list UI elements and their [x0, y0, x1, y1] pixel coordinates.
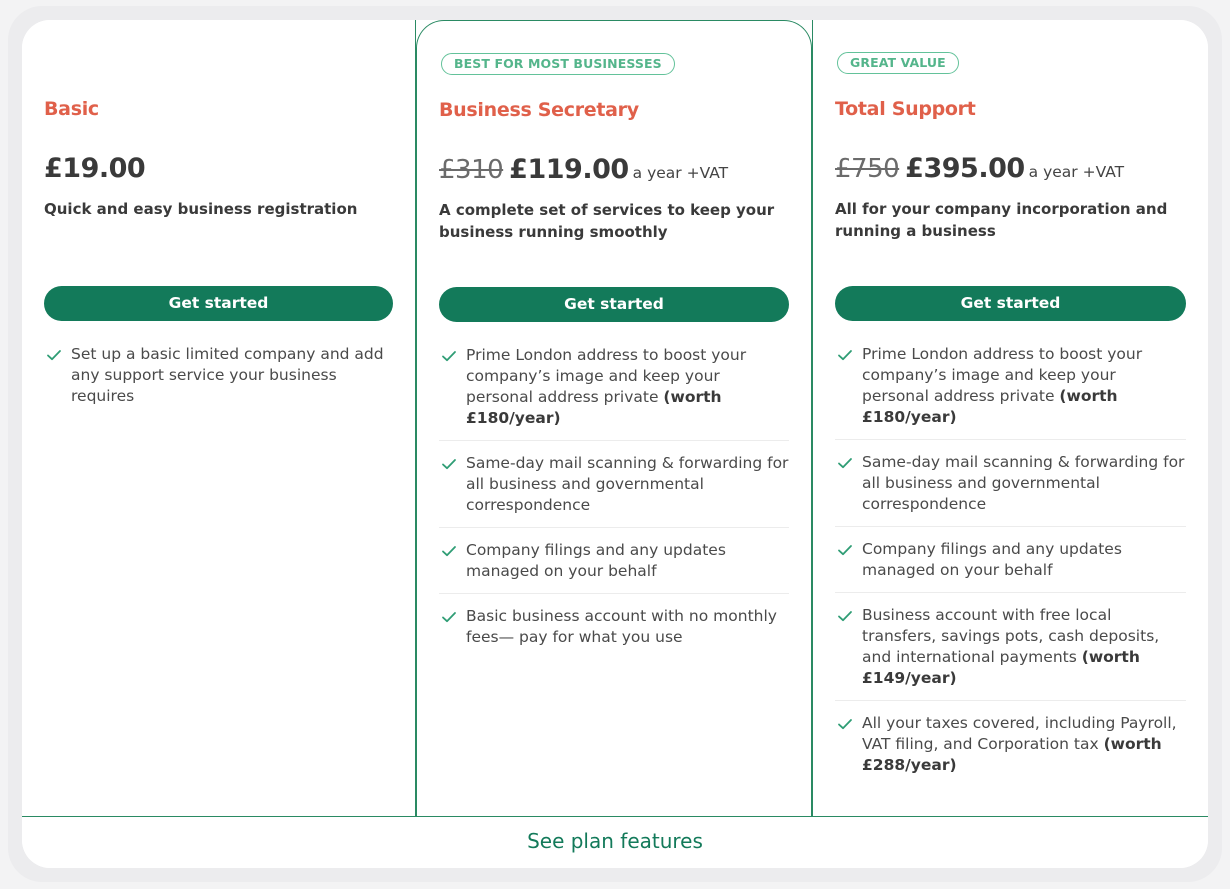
price-row — [835, 153, 1124, 184]
check-icon — [837, 608, 853, 624]
feature-list — [835, 344, 1186, 799]
feature-worth: (worth £288/year) — [862, 735, 1162, 774]
check-icon — [837, 347, 853, 363]
feature-text: Company filings and any updates managed on your behalf — [466, 541, 726, 580]
plan-tagline: Quick and easy business registration — [44, 200, 358, 218]
feature-item — [835, 452, 1186, 527]
feature-item — [439, 606, 789, 659]
plan-price: £19.00 — [44, 153, 146, 184]
feature-worth: (worth £180/year) — [862, 387, 1118, 426]
feature-item — [835, 539, 1186, 593]
feature-list — [44, 344, 393, 430]
plan-card-business-secretary — [416, 20, 812, 816]
check-icon — [441, 348, 457, 364]
check-icon — [441, 456, 457, 472]
feature-worth: (worth £180/year) — [466, 388, 722, 427]
get-started-button[interactable]: Get started — [44, 286, 393, 321]
feature-text: Same-day mail scanning & forwarding for all business and governmental correspondence — [862, 453, 1185, 513]
feature-item — [835, 713, 1186, 787]
check-icon — [837, 716, 853, 732]
pricing-panel — [22, 20, 1208, 868]
original-price: £310 — [439, 155, 504, 185]
feature-list — [439, 345, 789, 671]
feature-text: All your taxes covered, including Payroll, VAT filing, and Corporation tax — [862, 714, 1177, 753]
get-started-button[interactable]: Get started — [835, 286, 1186, 321]
price-period: a year +VAT — [632, 164, 729, 182]
feature-text: Prime London address to boost your company’s image and keep your personal address private — [466, 346, 747, 406]
check-icon — [837, 455, 853, 471]
price-row — [439, 154, 728, 185]
plan-card-content — [44, 20, 393, 816]
plan-card-total-support — [812, 20, 1208, 816]
price-period: a year +VAT — [1028, 163, 1125, 181]
feature-item — [835, 344, 1186, 440]
plan-badge: GREAT VALUE — [837, 52, 959, 74]
feature-item — [439, 540, 789, 594]
plan-tagline: A complete set of services to keep your business running smoothly — [439, 201, 775, 241]
plan-badge: BEST FOR MOST BUSINESSES — [441, 53, 675, 75]
plan-name: Business Secretary — [439, 99, 639, 121]
feature-text: Basic business account with no monthly fees— pay for what you use — [466, 607, 777, 646]
plan-name: Total Support — [835, 98, 976, 120]
get-started-button[interactable]: Get started — [439, 287, 789, 322]
check-icon — [837, 542, 853, 558]
feature-item — [439, 453, 789, 528]
plan-card-content — [439, 21, 789, 816]
plan-card-content — [835, 20, 1186, 816]
check-icon — [441, 609, 457, 625]
plan-price: £119.00 — [509, 154, 629, 185]
plan-tagline: All for your company incorporation and running a business — [835, 200, 1168, 240]
feature-item — [835, 605, 1186, 701]
feature-text: Prime London address to boost your company’s image and keep your personal address private — [862, 345, 1143, 405]
check-icon — [46, 347, 62, 363]
original-price: £750 — [835, 154, 900, 184]
feature-text: Same-day mail scanning & forwarding for all business and governmental correspondence — [466, 454, 789, 514]
feature-text: Business account with free local transfers, savings pots, cash deposits, and international payments — [862, 606, 1160, 666]
see-plan-features-link[interactable]: See plan features — [22, 816, 1208, 868]
feature-item — [44, 344, 393, 418]
feature-text: Set up a basic limited company and add any support service your business requires — [71, 345, 384, 405]
plan-card-basic — [22, 20, 416, 816]
price-row — [44, 153, 145, 184]
check-icon — [441, 543, 457, 559]
feature-item — [439, 345, 789, 441]
plan-name: Basic — [44, 98, 99, 120]
feature-text: Company filings and any updates managed on your behalf — [862, 540, 1122, 579]
feature-worth: (worth £149/year) — [862, 648, 1140, 687]
plan-price: £395.00 — [905, 153, 1025, 184]
